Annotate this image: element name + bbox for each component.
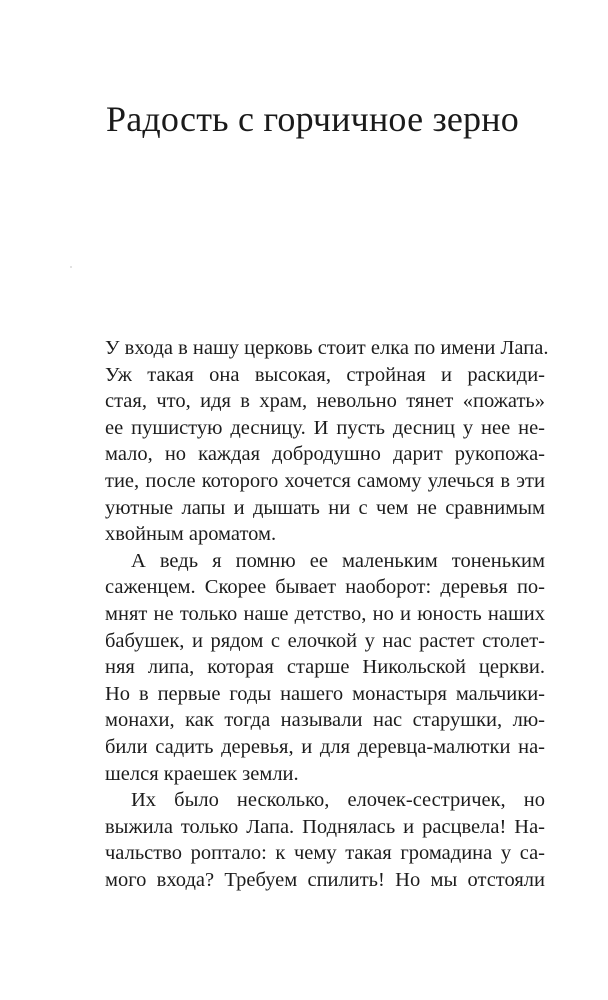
text-line: Уж такая она высокая, стройная и раскиди- <box>105 363 545 386</box>
text-line: стая, что, идя в храм, невольно тянет «пожать» <box>105 390 545 413</box>
chapter-body <box>105 335 549 893</box>
text-line: монахи, как тогда называли нас старушки, лю- <box>105 709 545 732</box>
chapter-title: Радость с горчичное зерно <box>106 99 519 139</box>
paragraph <box>105 548 545 787</box>
text-line: хвойным ароматом. <box>105 523 277 546</box>
text-line: саженцем. Скорее бывает наоборот: деревья по- <box>105 576 545 599</box>
text-line: Но в первые годы нашего монастыря мальчики- <box>105 682 545 705</box>
text-line: ее пушистую десницу. И пусть десниц у нее не- <box>105 416 545 439</box>
text-line: няя липа, которая старше Никольской церкви. <box>105 656 545 679</box>
text-line: тие, после которого хочется самому улечься в эти <box>105 469 545 492</box>
text-line: А ведь я помню ее маленьким тоненьким <box>131 549 545 572</box>
paragraph <box>105 335 549 548</box>
text-line: выжила только Лапа. Поднялась и расцвела! На- <box>105 815 545 838</box>
text-line: бабушек, и рядом с елочкой у нас растет столет- <box>105 629 545 652</box>
text-line: шелся краешек земли. <box>105 762 299 785</box>
text-line: чальство роптало: к чему такая громадина у са- <box>105 842 545 865</box>
text-line: мало, но каждая добродушно дарит рукопожа- <box>105 443 545 466</box>
text-line: били садить деревья, и для деревца-малютки на- <box>105 735 545 758</box>
text-line: мого входа? Требуем спилить! Но мы отстояли <box>105 868 545 891</box>
text-line: мнят не только наше детство, но и юность наших <box>105 602 545 625</box>
text-line: Их было несколько, елочек-сестричек, но <box>131 789 545 812</box>
paragraph <box>105 787 545 893</box>
page-speck <box>70 266 72 268</box>
text-line: уютные лапы и дышать ни с чем не сравнимым <box>105 496 545 519</box>
text-line: У входа в нашу церковь стоит елка по имени Лапа. <box>105 337 549 359</box>
